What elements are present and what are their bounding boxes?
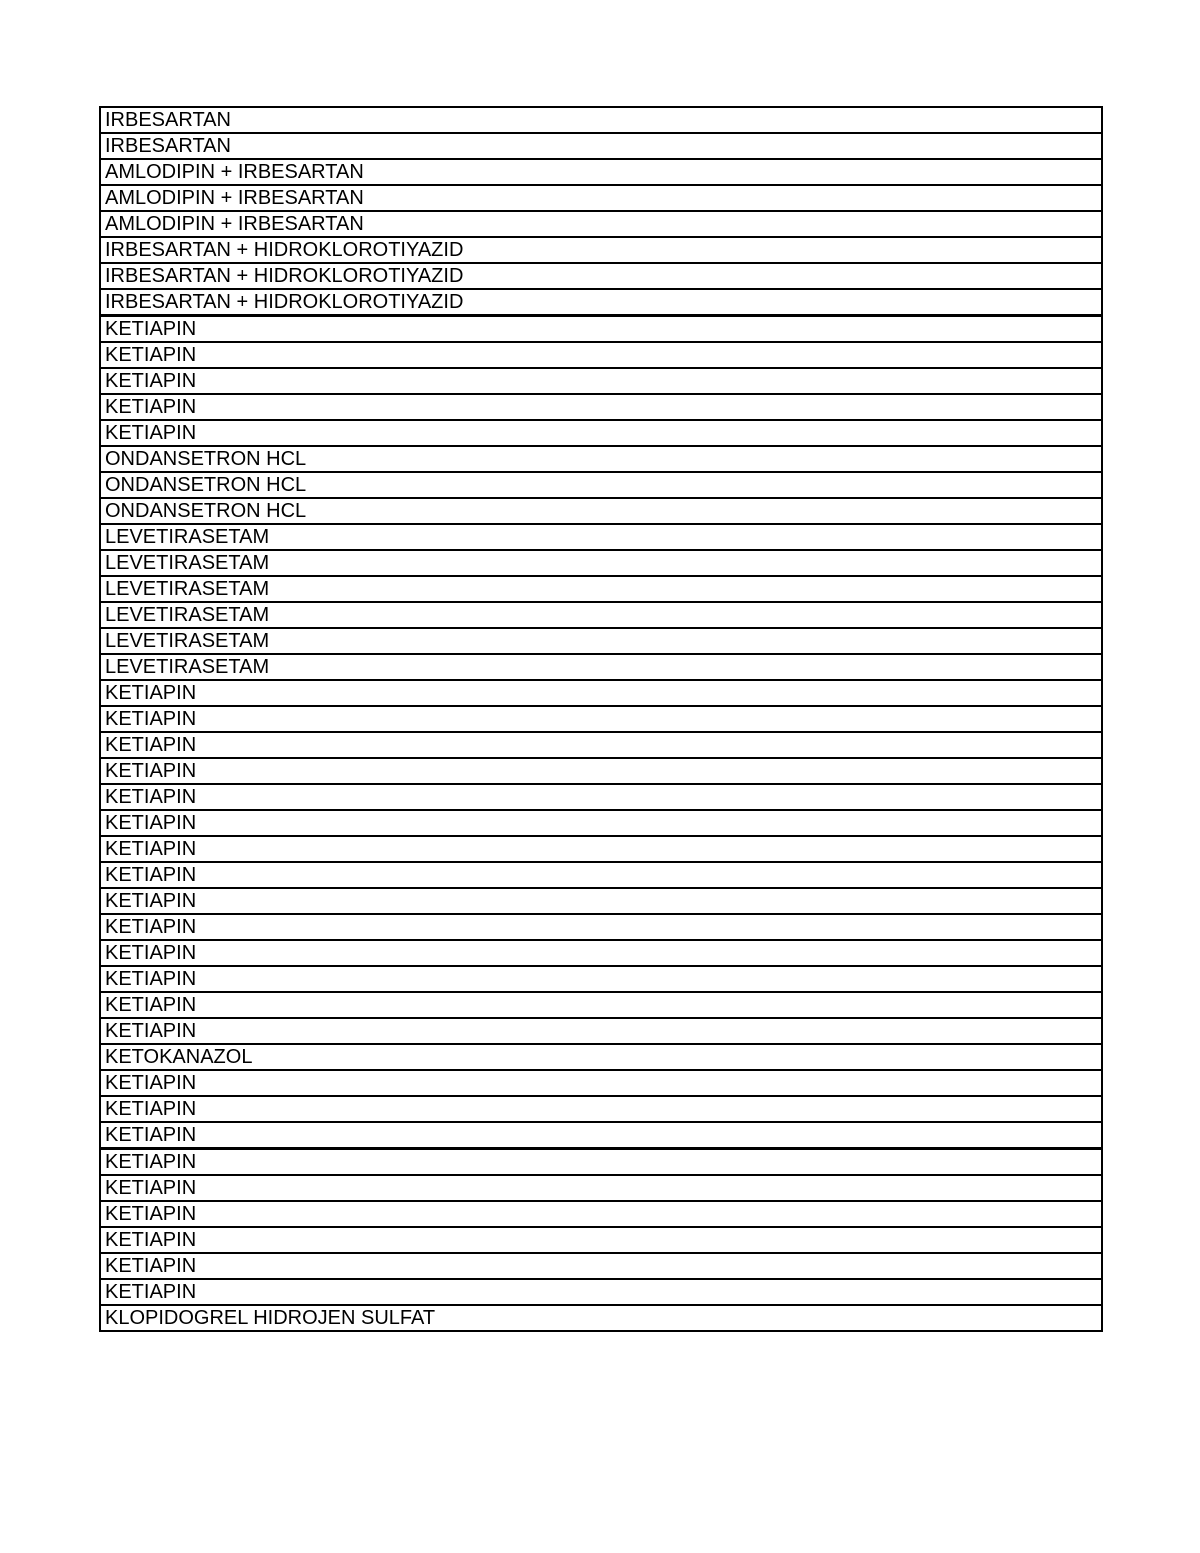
drug-name-cell: KETIAPIN	[100, 836, 1102, 862]
table-row	[100, 1253, 1102, 1279]
table-row	[100, 1018, 1102, 1044]
drug-name-cell: ONDANSETRON HCL	[100, 498, 1102, 524]
table-row	[100, 706, 1102, 732]
drug-name-cell: KETIAPIN	[100, 1149, 1102, 1176]
drug-name-cell: IRBESARTAN + HIDROKLOROTIYAZID	[100, 289, 1102, 316]
drug-name-cell: LEVETIRASETAM	[100, 550, 1102, 576]
table-row	[100, 498, 1102, 524]
drug-name-cell: LEVETIRASETAM	[100, 628, 1102, 654]
drug-name-cell: KETIAPIN	[100, 784, 1102, 810]
table-row	[100, 810, 1102, 836]
drug-name-cell: IRBESARTAN + HIDROKLOROTIYAZID	[100, 237, 1102, 263]
table-row	[100, 758, 1102, 784]
drug-name-cell: KETIAPIN	[100, 810, 1102, 836]
drug-name-cell: KETIAPIN	[100, 966, 1102, 992]
table-row	[100, 159, 1102, 185]
drug-name-cell: KETIAPIN	[100, 914, 1102, 940]
drug-name-cell: KLOPIDOGREL HIDROJEN SULFAT	[100, 1305, 1102, 1331]
table-row	[100, 1279, 1102, 1305]
table-row	[100, 316, 1102, 343]
drug-name-cell: KETIAPIN	[100, 758, 1102, 784]
drug-name-cell: ONDANSETRON HCL	[100, 472, 1102, 498]
drug-name-cell: KETIAPIN	[100, 1175, 1102, 1201]
drug-name-cell: KETIAPIN	[100, 1070, 1102, 1096]
table-row	[100, 862, 1102, 888]
drug-name-cell: ONDANSETRON HCL	[100, 446, 1102, 472]
table-row	[100, 211, 1102, 237]
table-row	[100, 1227, 1102, 1253]
table-row	[100, 133, 1102, 159]
drug-name-cell: KETIAPIN	[100, 888, 1102, 914]
drug-name-cell: KETIAPIN	[100, 1227, 1102, 1253]
drug-name-cell: KETIAPIN	[100, 1096, 1102, 1122]
table-row	[100, 1201, 1102, 1227]
table-row	[100, 654, 1102, 680]
drug-name-cell: LEVETIRASETAM	[100, 524, 1102, 550]
table-row	[100, 1305, 1102, 1331]
table-row	[100, 1096, 1102, 1122]
drug-name-cell: KETIAPIN	[100, 706, 1102, 732]
drug-name-cell: KETIAPIN	[100, 940, 1102, 966]
table-row	[100, 1122, 1102, 1149]
drug-name-cell: KETIAPIN	[100, 680, 1102, 706]
drug-name-cell: AMLODIPIN + IRBESARTAN	[100, 211, 1102, 237]
table-row	[100, 680, 1102, 706]
drug-name-cell: KETIAPIN	[100, 992, 1102, 1018]
drug-name-cell: KETIAPIN	[100, 862, 1102, 888]
drug-list-body	[100, 107, 1102, 1331]
drug-name-cell: KETIAPIN	[100, 732, 1102, 758]
table-row	[100, 602, 1102, 628]
table-row	[100, 836, 1102, 862]
table-row	[100, 992, 1102, 1018]
drug-name-cell: KETIAPIN	[100, 1018, 1102, 1044]
drug-name-cell: KETOKANAZOL	[100, 1044, 1102, 1070]
table-row	[100, 394, 1102, 420]
table-row	[100, 185, 1102, 211]
table-row	[100, 732, 1102, 758]
table-row	[100, 368, 1102, 394]
drug-name-cell: KETIAPIN	[100, 1279, 1102, 1305]
table-row	[100, 784, 1102, 810]
drug-name-cell: AMLODIPIN + IRBESARTAN	[100, 185, 1102, 211]
table-row	[100, 628, 1102, 654]
table-row	[100, 524, 1102, 550]
table-row	[100, 914, 1102, 940]
drug-name-cell: KETIAPIN	[100, 1122, 1102, 1149]
drug-list-table-container	[99, 106, 1103, 1332]
table-row	[100, 420, 1102, 446]
drug-name-cell: KETIAPIN	[100, 1201, 1102, 1227]
table-row	[100, 446, 1102, 472]
table-row	[100, 576, 1102, 602]
table-row	[100, 966, 1102, 992]
table-row	[100, 550, 1102, 576]
table-row	[100, 342, 1102, 368]
table-row	[100, 107, 1102, 133]
table-row	[100, 940, 1102, 966]
table-row	[100, 1044, 1102, 1070]
drug-name-cell: KETIAPIN	[100, 420, 1102, 446]
drug-name-cell: IRBESARTAN + HIDROKLOROTIYAZID	[100, 263, 1102, 289]
table-row	[100, 1070, 1102, 1096]
drug-name-cell: KETIAPIN	[100, 394, 1102, 420]
drug-name-cell: IRBESARTAN	[100, 107, 1102, 133]
drug-list-table	[99, 106, 1103, 1332]
table-row	[100, 472, 1102, 498]
table-row	[100, 1175, 1102, 1201]
drug-name-cell: LEVETIRASETAM	[100, 602, 1102, 628]
drug-name-cell: LEVETIRASETAM	[100, 654, 1102, 680]
table-row	[100, 237, 1102, 263]
drug-name-cell: KETIAPIN	[100, 316, 1102, 343]
table-row	[100, 289, 1102, 316]
drug-name-cell: KETIAPIN	[100, 368, 1102, 394]
drug-name-cell: IRBESARTAN	[100, 133, 1102, 159]
table-row	[100, 888, 1102, 914]
drug-name-cell: AMLODIPIN + IRBESARTAN	[100, 159, 1102, 185]
table-row	[100, 1149, 1102, 1176]
drug-name-cell: KETIAPIN	[100, 1253, 1102, 1279]
drug-name-cell: KETIAPIN	[100, 342, 1102, 368]
drug-name-cell: LEVETIRASETAM	[100, 576, 1102, 602]
table-row	[100, 263, 1102, 289]
